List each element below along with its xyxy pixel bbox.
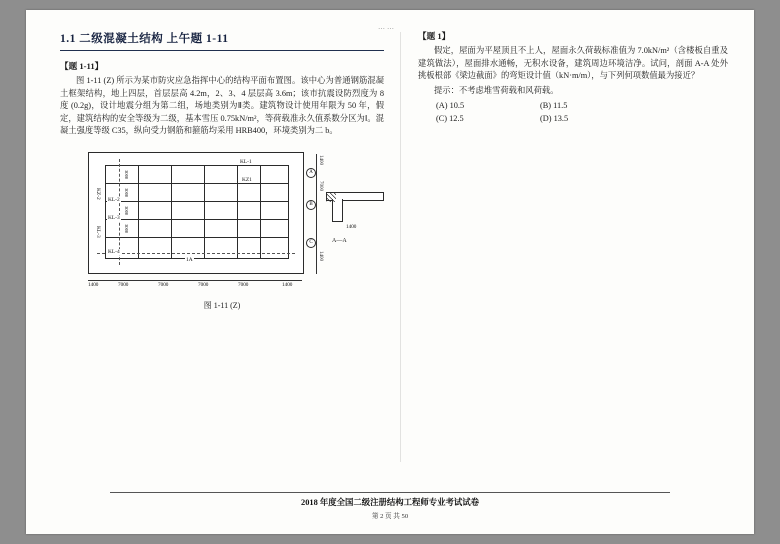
inner-dim-4: 3000 [124,223,129,234]
right-dim-1: 1400 [318,154,323,165]
option-b[interactable] [540,99,644,112]
grid-line-h1 [105,183,289,184]
option-d-value: 13.5 [553,114,569,124]
bottom-dim-3: 7000 [158,281,169,288]
question-body-right: 假定，屋面为平屋顶且不上人，屋面永久荷载标准值为 7.0kN/m²（含楼板自重及建筑做法），屋面排水通畅，无积水设备，建筑周边环境洁净。试问，剖面 A-A 处外挑板根部《梁边截面》的弯矩设计值（kN·m/m），与下列何项数值最为接近？ [418,46,728,81]
dashed-line-h [97,253,295,254]
option-a[interactable] [436,99,540,112]
option-a-key: (A) [436,101,448,111]
beam-tag-kl2: KL-2 [108,196,120,203]
plan-inner-grid [105,165,289,259]
question-body-left: 图 1-11 (Z) 所示为某市防灾应急指挥中心的结构平面布置图。该中心为普通钢筋混凝土框架结构，地上四层，首层层高 4.2m，2、3、4 层层高 3.6m；该市抗震设防烈度为 8 度 (0.2g)，设计地震分组为第二组，场地类别为Ⅱ类。建筑物设计使用年限为 50 年，假定，建筑结构的安全等级为二级，基本雪压 0.75kN/m²，等荷载准永久值系数分区为Ⅰ。混凝土强度等级 C35，纵向受力钢筋和箍筋均采用 HRB400，环境类别为二 b。 [60,76,384,136]
question-label-right: 【题 1】 [418,31,451,41]
axis-circle-c: C [306,238,316,248]
right-dim-2: 7000 [318,180,323,191]
left-column [60,30,384,311]
footer-rule [110,492,670,493]
bottom-dim-2: 7000 [118,281,129,288]
inner-dim-2: 3000 [124,187,129,198]
figure-plan [60,146,384,296]
inner-dim-1: 3000 [124,169,129,180]
inner-dim-3: 3000 [124,205,129,216]
column-tag-kl3: KL-3 [95,225,101,238]
axis-circle-b: B [306,200,316,210]
page-columns [26,10,754,534]
section-label: A—A [332,237,347,244]
figure-caption: 图 1-11 (Z) [203,300,241,310]
bottom-dim-4: 7000 [198,281,209,288]
detail-dim: 1400 [346,223,357,230]
grid-line-v3 [204,165,205,259]
page-top-mark: …… [378,23,396,31]
question-hint: 提示：不考虑堆雪荷载和风荷载。 [434,85,559,95]
grid-line-h4 [105,237,289,238]
option-b-key: (B) [540,101,552,111]
footer-title: 2018 年度全国二级注册结构工程师专业考试试卷 [301,498,479,507]
option-a-value: 10.5 [449,101,465,111]
beam-tag-kl4: KL-4 [108,248,120,255]
option-d-key: (D) [540,114,552,124]
page-footer [26,492,754,520]
option-c[interactable] [436,112,540,125]
tee-web [332,199,343,222]
question-label-left: 【题 1-11】 [60,61,104,71]
grid-line-v2 [171,165,172,259]
bottom-dim-1: 1400 [88,281,99,288]
bottom-dim-5: 7000 [238,281,249,288]
bottom-dim-6: 1400 [282,281,293,288]
grid-line-h2 [105,201,289,202]
option-row-1 [418,99,728,112]
footer-page-number: 第 2 页 共 50 [371,513,409,520]
plan-frame [88,152,304,274]
beam-tag-kl1: KL-1 [240,158,252,165]
document-page [26,10,754,534]
right-dim-3: 1400 [318,250,323,261]
bottom-dim-line [88,280,302,281]
option-row-2 [418,112,728,125]
axis-circle-a: A [306,168,316,178]
option-c-value: 12.5 [449,114,464,124]
column-tag-kz2: KZ-2 [95,187,101,200]
option-b-value: 11.5 [553,101,568,111]
grid-line-v4 [237,165,238,259]
chapter-title: 1.1 二级混凝土结构 上午题 1-11 [60,33,229,45]
option-c-key: (C) [436,114,448,124]
right-dim-line [316,154,317,274]
plan-note: 1A [186,256,193,263]
grid-line-v5 [260,165,261,259]
right-column [418,30,728,125]
beam-tag-kl3: KL-3 [108,214,120,221]
grid-line-v1 [138,165,139,259]
title-rule [60,50,384,51]
beam-tag-kz1: KZ1 [242,176,252,183]
section-hatch [326,192,336,202]
grid-line-h3 [105,219,289,220]
option-d[interactable] [540,112,644,125]
